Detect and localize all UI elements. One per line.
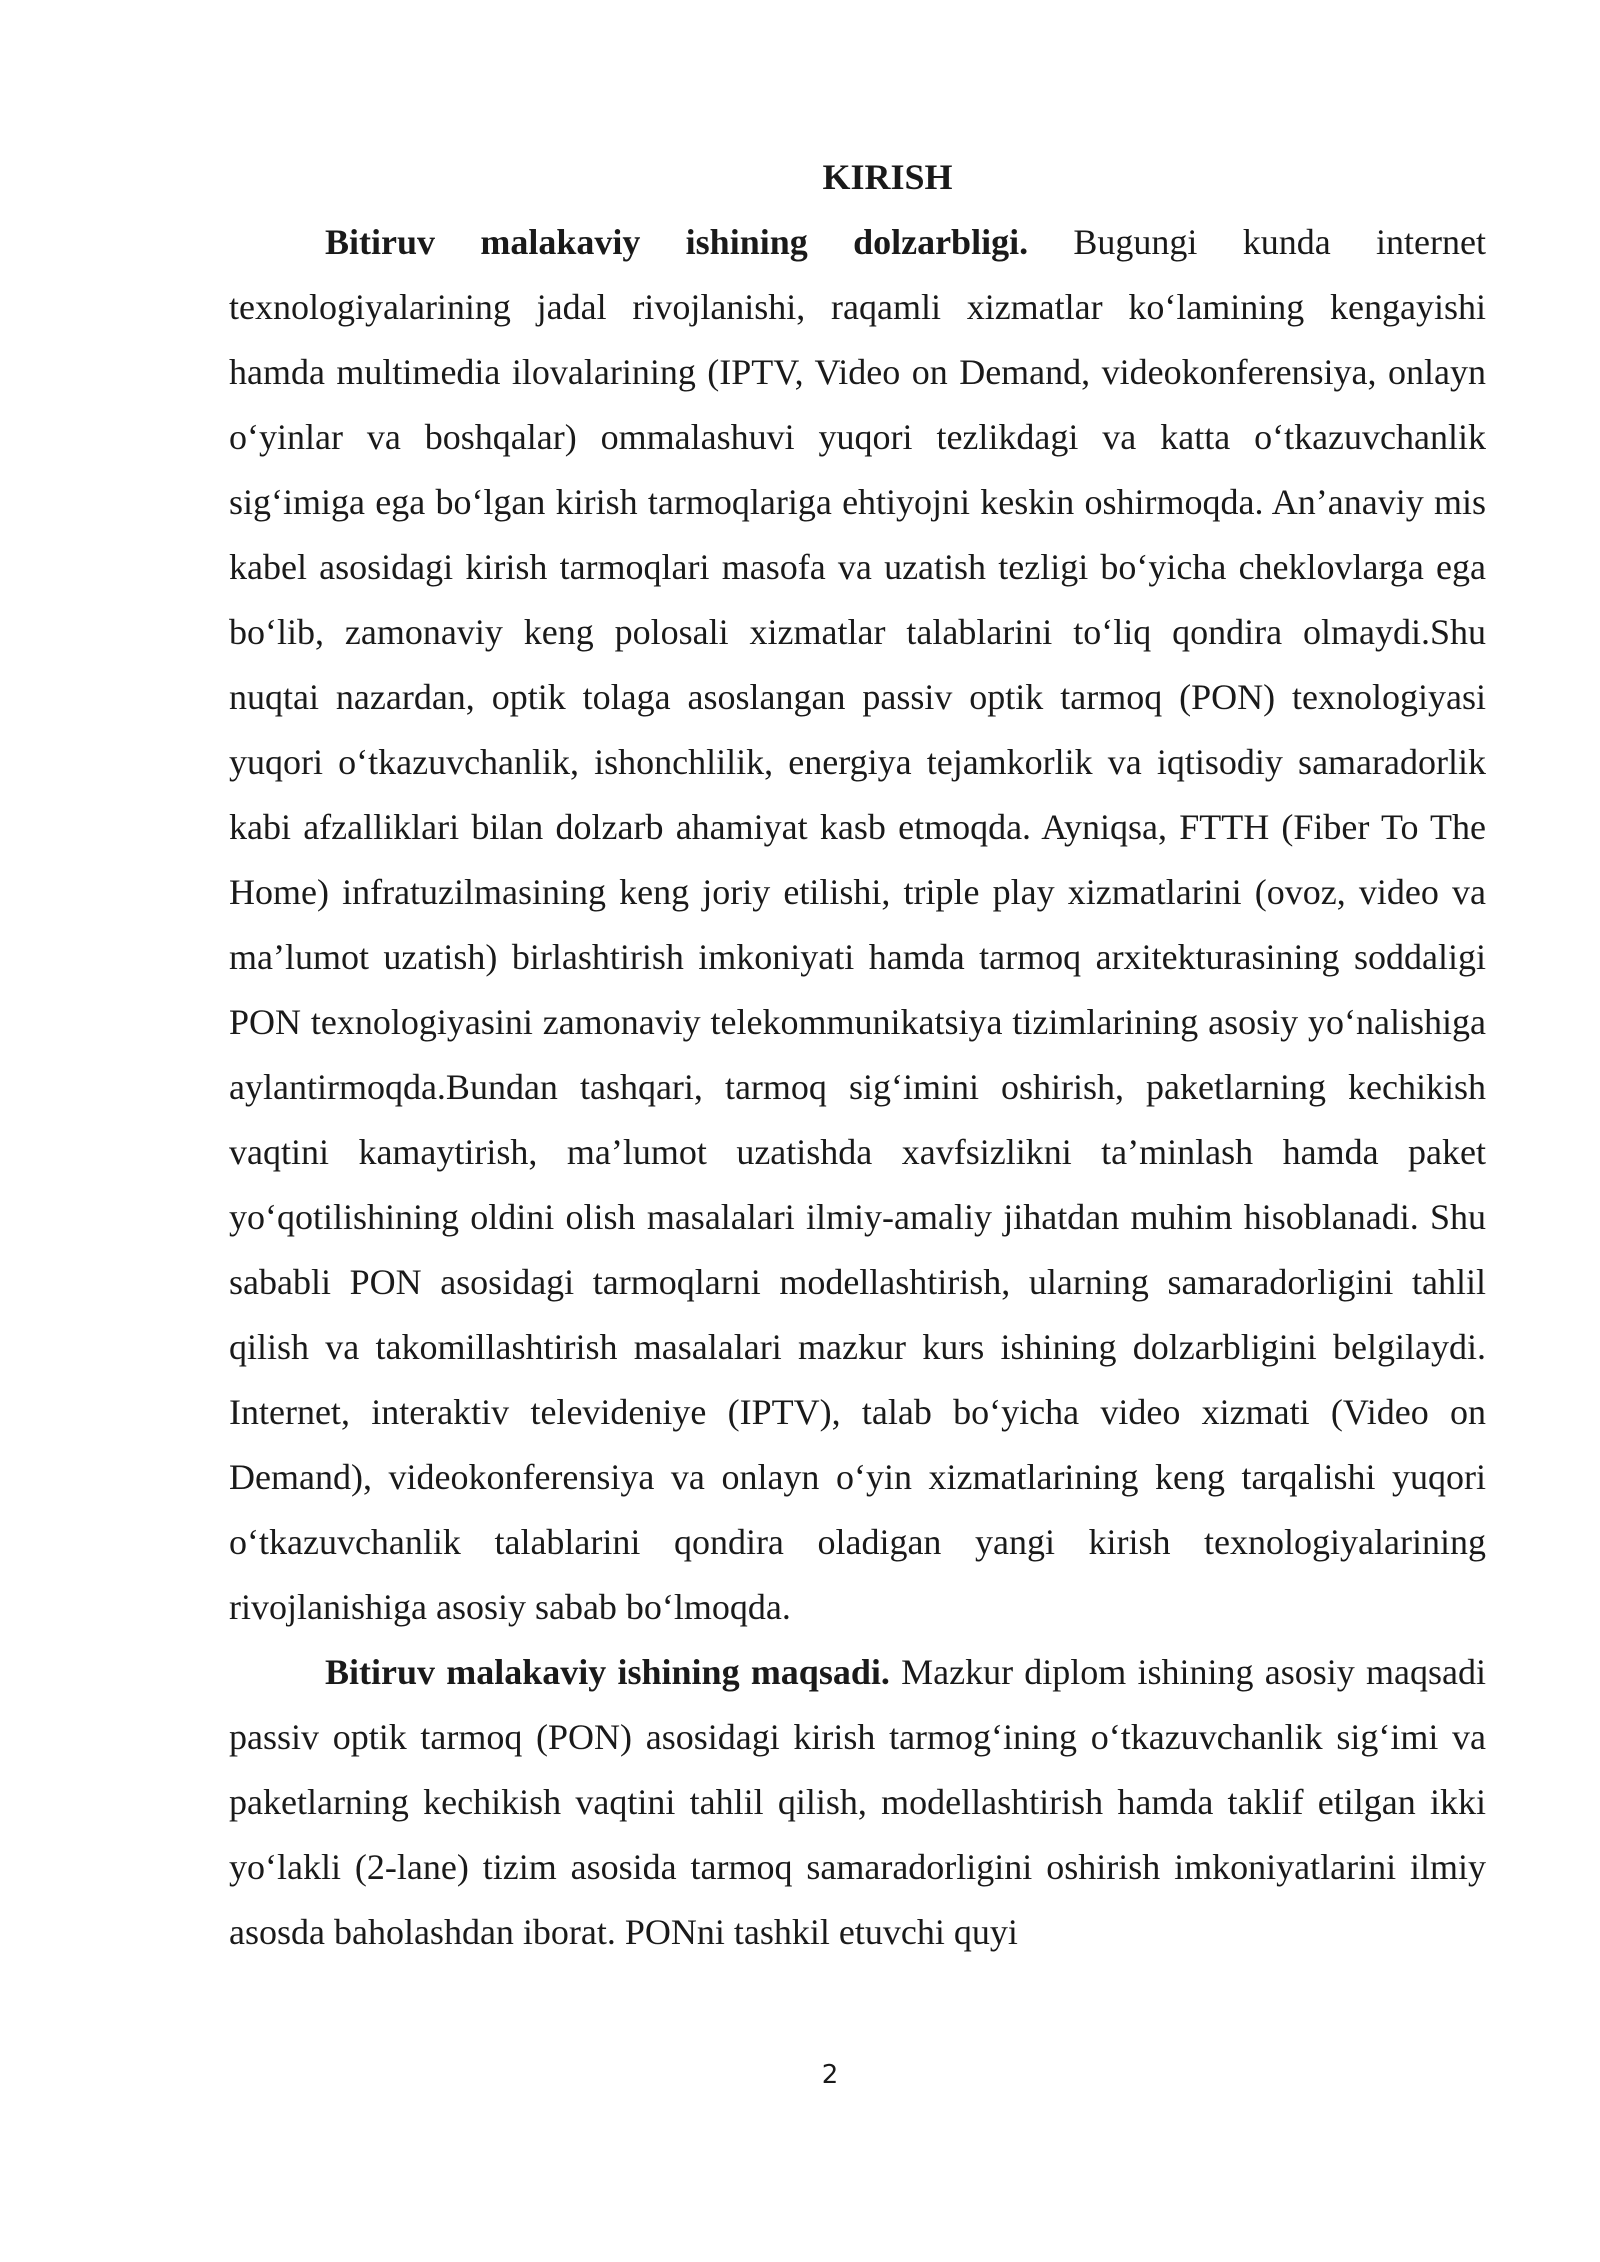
paragraph-lead: Bitiruv malakaviy ishining maqsadi.: [325, 1652, 890, 1692]
section-heading: KIRISH: [822, 157, 953, 197]
page-number: 2: [821, 2060, 839, 2090]
paragraph-lead: Bitiruv malakaviy ishining dolzarbligi.: [325, 222, 1029, 262]
paragraph-goal: [229, 1640, 1486, 1965]
paragraph-text: Mazkur diplom ishining asosiy maqsadi passiv optik tarmoq (PON) asosidagi kirish tarmogʻining oʻtkazuvchanlik sigʻimi va paketlarning kechikish vaqtini tahlil qilish, modellashtirish hamda taklif etilgan ikki yoʻlakli (2-lane) tizim asosida tarmoq samaradorligini oshirish imkoniyatlarini ilmiy asosda baholashdan iborat. PONni tashkil etuvchi quyi: [229, 1652, 1486, 1952]
paragraph-relevance: [229, 210, 1486, 1640]
page-content: [229, 145, 1486, 1965]
paragraph-text: Bugungi kunda internet texnologiyalarining jadal rivojlanishi, raqamli xizmatlar koʻlamining kengayishi hamda multimedia ilovalarining (IPTV, Video on Demand, videokonferensiya, onlayn oʻyinlar va boshqalar) ommalashuvi yuqori tezlikdagi va katta oʻtkazuvchanlik sigʻimiga ega boʻlgan kirish tarmoqlariga ehtiyojni keskin oshirmoqda. An’anaviy mis kabel asosidagi kirish tarmoqlari masofa va uzatish tezligi boʻyicha cheklovlarga ega boʻlib, zamonaviy keng polosali xizmatlar talablarini toʻliq qondira olmaydi.Shu nuqtai nazardan, optik tolaga asoslangan passiv optik tarmoq (PON) texnologiyasi yuqori oʻtkazuvchanlik, ishonchlilik, energiya tejamkorlik va iqtisodiy samaradorlik kabi afzalliklari bilan dolzarb ahamiyat kasb etmoqda. Ayniqsa, FTTH (Fiber To The Home) infratuzilmasining keng joriy etilishi, triple play xizmatlarini (ovoz, video va ma’lumot uzatish) birlashtirish imkoniyati hamda tarmoq arxitekturasining soddaligi PON texnologiyasini zamonaviy telekommunikatsiya tizimlarining asosiy yoʻnalishiga aylantirmoqda.Bundan tashqari, tarmoq sigʻimini oshirish, paketlarning kechikish vaqtini kamaytirish, ma’lumot uzatishda xavfsizlikni ta’minlash hamda paket yoʻqotilishining oldini olish masalalari ilmiy-amaliy jihatdan muhim hisoblanadi. Shu sababli PON asosidagi tarmoqlarni modellashtirish, ularning samaradorligini tahlil qilish va takomillashtirish masalalari mazkur kurs ishining dolzarbligini belgilaydi. Internet, interaktiv televideniye (IPTV), talab boʻyicha video xizmati (Video on Demand), videokonferensiya va onlayn oʻyin xizmatlarining keng tarqalishi yuqori oʻtkazuvchanlik talablarini qondira oladigan yangi kirish texnologiyalarining rivojlanishiga asosiy sabab boʻlmoqda.: [229, 222, 1486, 1627]
